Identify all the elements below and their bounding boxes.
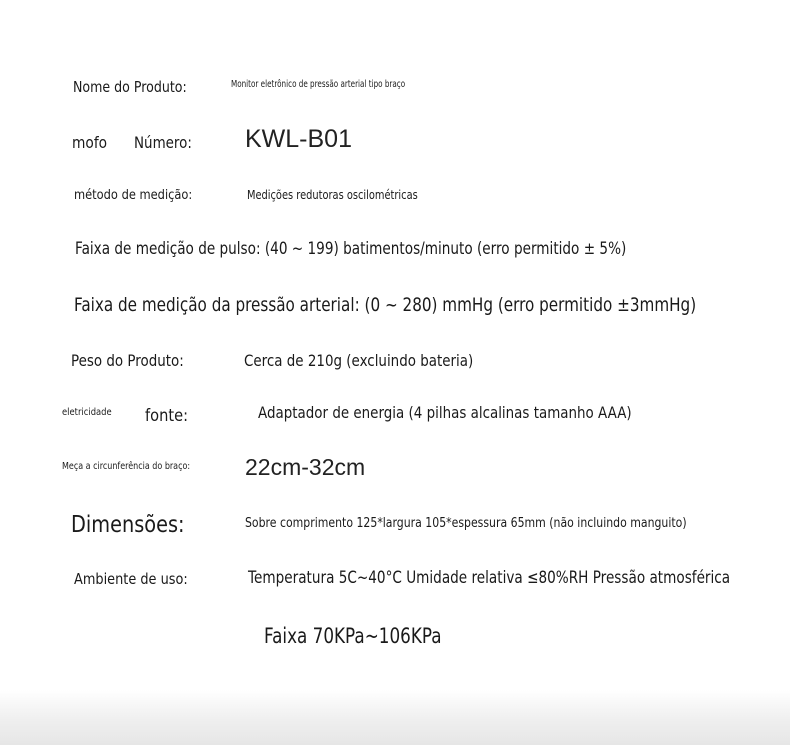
cuff-value: 22cm-32cm (245, 454, 366, 480)
weight-value: Cerca de 210g (excluindo bateria) (244, 351, 474, 370)
model-label-prefix: mofo (72, 133, 108, 152)
pulse-range-text: Faixa de medição de pulso: (40 ~ 199) batimentos/minuto (erro permitido ± 5%) (75, 239, 627, 259)
method-value: Medições redutoras oscilométricas (247, 188, 418, 202)
dimensions-label: Dimensões: (71, 512, 185, 538)
power-value: Adaptador de energia (4 pilhas alcalinas tamanho AAA) (258, 403, 632, 422)
pressure-range-text: Faixa de medição da pressão arterial: (0 ~ 280) mmHg (erro permitido ±3mmHg) (74, 294, 697, 316)
dimensions-value: Sobre comprimento 125*largura 105*espessura 65mm (não incluindo manguito) (245, 516, 687, 531)
model-label: Número: (134, 133, 192, 152)
cuff-label: Meça a circunferência do braço: (62, 461, 191, 472)
product-name-value: Monitor eletrônico de pressão arterial tipo braço (231, 79, 406, 90)
environment-value: Temperatura 5C~40°C Umidade relativa ≤80%RH Pressão atmosférica (248, 568, 731, 588)
environment-label: Ambiente de uso: (74, 570, 188, 588)
product-name-label: Nome do Produto: (73, 78, 187, 96)
power-label-prefix: eletricidade (62, 407, 112, 418)
method-label: método de medição: (74, 188, 193, 203)
model-number: KWL-B01 (245, 125, 352, 153)
environment-value-continued: Faixa 70KPa~106KPa (264, 624, 442, 648)
weight-label: Peso do Produto: (71, 351, 184, 370)
power-label: fonte: (145, 406, 189, 426)
